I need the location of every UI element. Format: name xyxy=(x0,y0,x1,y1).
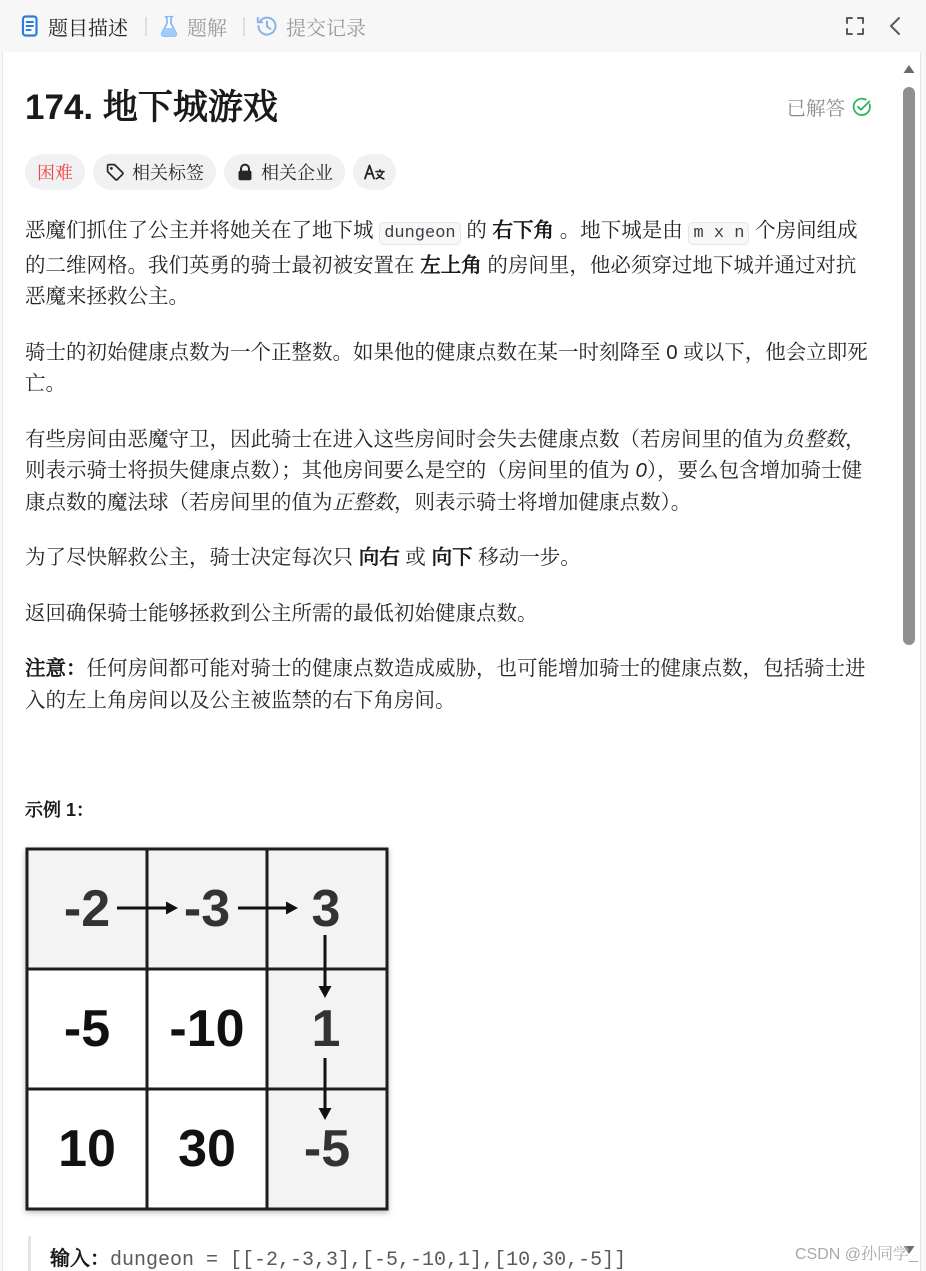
chevron-left-icon[interactable] xyxy=(889,16,901,36)
text-segment: 的房间里，他必须穿过地下城并通过对抗恶魔来拯救公主。 xyxy=(25,253,857,308)
tab-separator xyxy=(243,17,245,36)
description-paragraph-2: 骑士的初始健康点数为一个正整数。如果他的健康点数在某一时刻降至 0 或以下，他会立即死亡。 xyxy=(25,340,868,395)
example-grid-image xyxy=(25,847,389,1211)
tag-icon-svg xyxy=(106,163,124,181)
fullscreen-icon-svg xyxy=(845,16,865,36)
tag-row xyxy=(25,154,396,190)
example-heading: 示例 1： xyxy=(25,800,95,820)
text-segment: ，则表示骑士将增加健康点数）。 xyxy=(394,490,692,514)
example-input-line xyxy=(50,1248,626,1271)
text-segment: 有些房间由恶魔守卫，因此骑士在进入这些房间时会失去健康点数（若房间里的值为 xyxy=(25,427,784,451)
tab-submissions-label: 提交记录 xyxy=(286,17,366,40)
input-label: 输入： xyxy=(50,1248,110,1270)
check-circle-icon xyxy=(852,97,872,117)
tab-solutions-label: 题解 xyxy=(187,17,227,40)
tab-submissions[interactable] xyxy=(256,0,366,52)
emphasis-bottom-right: 右下角 xyxy=(492,219,555,242)
difficulty-badge[interactable] xyxy=(25,154,85,190)
related-tags-label: 相关标签 xyxy=(132,163,204,183)
grid-cell-value: -10 xyxy=(169,1000,245,1058)
text-segment: 恶魔们抓住了公主并将她关在了地下城 xyxy=(25,219,380,242)
document-icon xyxy=(21,15,39,37)
emphasis-top-left: 左上角 xyxy=(420,253,482,277)
note-label: 注意： xyxy=(25,657,87,680)
text-segment: 移动一步。 xyxy=(472,546,581,569)
grid-cell-value: 10 xyxy=(58,1120,116,1178)
description-paragraph-1 xyxy=(25,215,873,313)
description-note xyxy=(25,653,873,716)
grid-cell-value: 3 xyxy=(311,880,341,938)
related-companies-button[interactable] xyxy=(224,154,345,190)
code-m-x-n: m x n xyxy=(688,222,749,245)
related-companies-label: 相关企业 xyxy=(261,163,333,183)
document-icon-svg xyxy=(21,15,39,37)
grid-cell-value: -5 xyxy=(63,1000,111,1058)
grid-cell-value: 1 xyxy=(311,1000,341,1058)
history-icon xyxy=(256,15,277,37)
lock-icon-svg xyxy=(237,163,253,181)
emphasis-right: 向右 xyxy=(358,546,400,569)
translate-button[interactable] xyxy=(353,154,396,190)
history-icon-svg xyxy=(256,15,277,37)
flask-icon xyxy=(160,15,178,37)
problem-description xyxy=(25,215,873,740)
chevron-left-icon-svg xyxy=(889,16,901,36)
difficulty-label: 困难 xyxy=(37,163,73,183)
note-text: 任何房间都可能对骑士的健康点数造成威胁，也可能增加骑士的健康点数，包括骑士进入的左上角房间以及公主被监禁的右下角房间。 xyxy=(25,657,866,712)
example-io-block xyxy=(28,1236,888,1271)
code-dungeon: dungeon xyxy=(379,222,460,245)
text-segment: ），要么包含增加骑士健康点数的魔法球（若房间里的值为 xyxy=(25,459,863,514)
translate-icon xyxy=(364,163,386,181)
solved-status-label: 已解答 xyxy=(786,98,845,120)
italic-zero: 0 xyxy=(635,459,647,482)
grid-cell-value: -3 xyxy=(183,880,231,938)
tab-solutions[interactable] xyxy=(160,0,227,52)
grid-cell-value: 30 xyxy=(178,1120,236,1178)
related-tags-button[interactable] xyxy=(93,154,216,190)
problem-panel xyxy=(2,52,921,1271)
tab-description-label: 题目描述 xyxy=(48,17,128,40)
description-paragraph-5: 返回确保骑士能够拯救到公主所需的最低初始健康点数。 xyxy=(25,601,538,625)
tab-description[interactable] xyxy=(21,0,128,52)
italic-positive-integer: 正整数 xyxy=(332,490,394,514)
scrollbar-thumb[interactable] xyxy=(903,87,915,645)
top-tab-bar xyxy=(0,0,926,52)
tag-icon xyxy=(106,163,124,181)
fullscreen-icon[interactable] xyxy=(845,16,865,36)
scroll-up-arrow[interactable] xyxy=(903,64,915,74)
watermark: CSDN @孙同学_ xyxy=(795,1246,918,1263)
emphasis-down: 向下 xyxy=(431,546,473,569)
lock-icon xyxy=(237,163,253,181)
text-segment: 的 xyxy=(460,219,493,242)
text-segment: 个房间组成的二维网格。我们英勇的骑士最初被安置在 xyxy=(25,219,858,277)
page-title: 174. 地下城游戏 xyxy=(25,88,278,127)
text-segment: 。地下城是由 xyxy=(554,219,689,242)
text-segment: 或 xyxy=(399,546,432,569)
solved-status xyxy=(786,95,872,119)
description-paragraph-3 xyxy=(25,424,873,519)
tab-separator xyxy=(145,17,147,36)
text-segment: 为了尽快解救公主，骑士决定每次只 xyxy=(25,546,359,569)
input-value: dungeon = [[-2,-3,3],[-5,-10,1],[10,30,-5]] xyxy=(110,1249,627,1271)
description-paragraph-4 xyxy=(25,542,873,574)
flask-icon-svg xyxy=(160,15,178,37)
italic-negative-integer: 负整数 xyxy=(783,427,845,451)
grid-cell-value: -5 xyxy=(303,1120,351,1178)
grid-cell-value: -2 xyxy=(63,880,111,938)
text-segment: ，则表示骑士将损失健康点数）；其他房间要么是空的（房间里的值为 xyxy=(25,427,866,482)
